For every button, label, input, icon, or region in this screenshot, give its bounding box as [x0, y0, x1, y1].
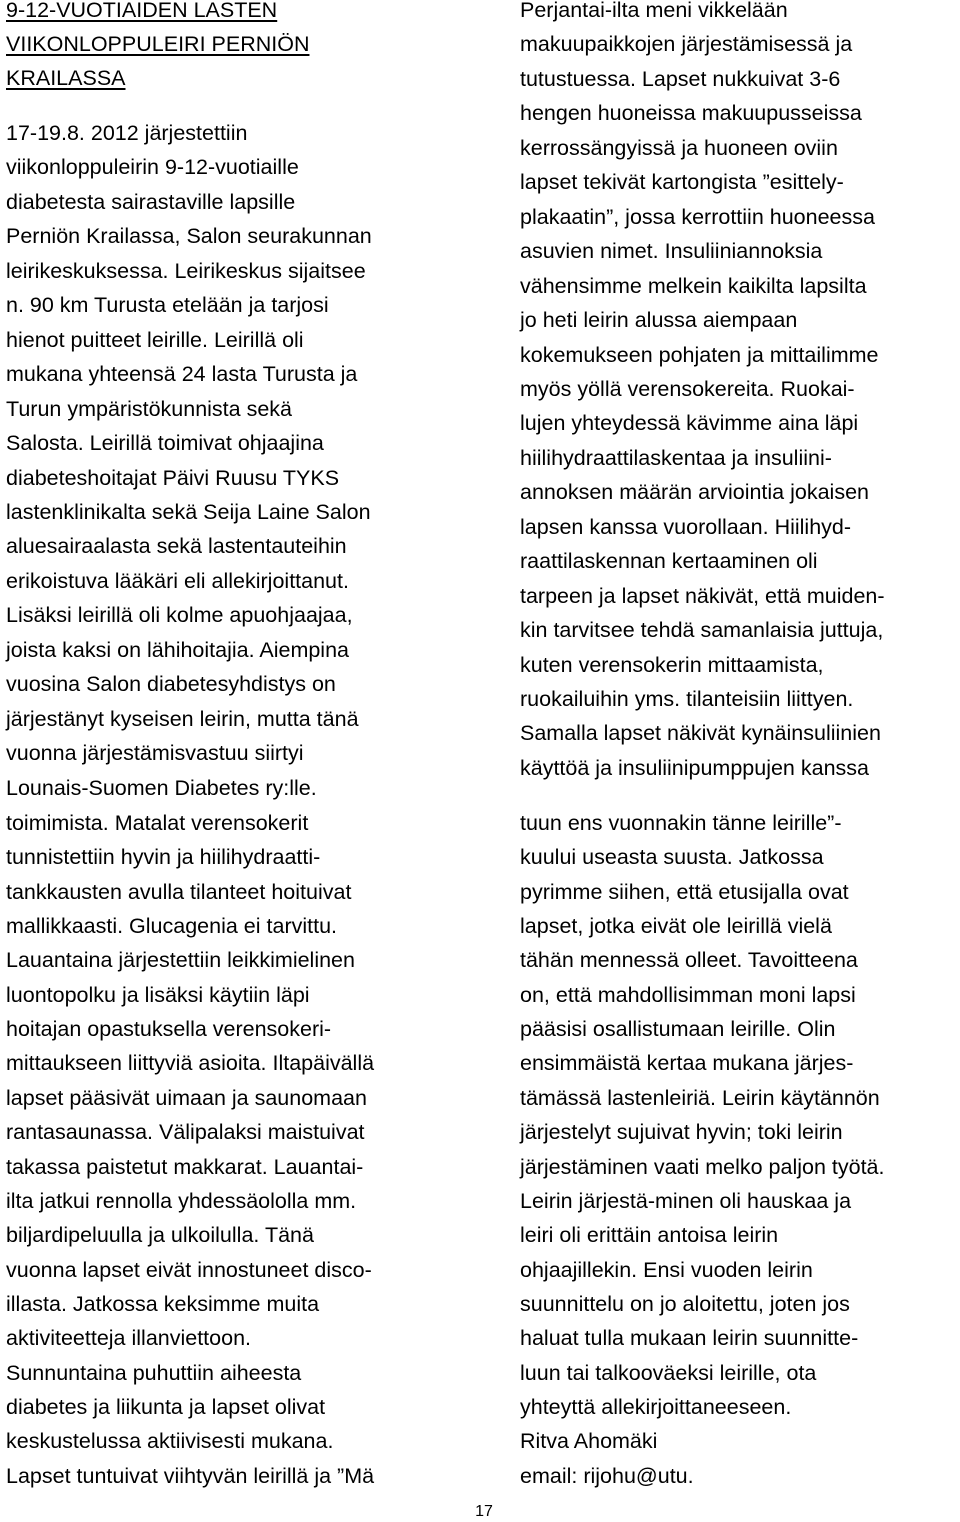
right-body-line: kin tarvitsee tehdä samanlaisia juttuja,	[520, 618, 884, 643]
title-line: 9-12-VUOTIAIDEN LASTEN	[6, 0, 278, 22]
right-body-line: tarpeen ja lapset näkivät, että muiden-	[520, 583, 885, 608]
right-body-line: suunnittelu on jo aloitettu, joten jos	[520, 1291, 850, 1316]
right-body-line: Leirin järjestä-minen oli hauskaa ja	[520, 1188, 852, 1213]
right-body-line: tuun ens vuonnakin tänne leirille”-	[520, 811, 842, 835]
body-line: mittaukseen liittyviä asioita. Iltapäivällä	[6, 1051, 375, 1076]
body-line: lastenklinikalta sekä Seija Laine Salon	[6, 499, 371, 524]
right-body-line: lapsen kanssa vuorollaan. Hiilihyd-	[520, 514, 852, 539]
right-body-line: luun tai talkooväeksi leirille, ota	[520, 1360, 817, 1385]
right-body-line: kuului useasta suusta. Jatkossa	[520, 845, 824, 870]
right-body-line: järjestelyt sujuivat hyvin; toki leirin	[520, 1120, 843, 1145]
body-line: diabetesta sairastaville lapsille	[6, 189, 296, 214]
body-line: Lapset tuntuivat viihtyvän leirillä ja ”Mä	[6, 1463, 375, 1488]
right-body-line: raattilaskennan kertaaminen oli	[520, 549, 818, 574]
body-line: 17-19.8. 2012 järjestettiin	[6, 121, 248, 145]
body-line: vuonna järjestämisvastuu siirtyi	[6, 741, 304, 766]
body-line: viikonloppuleirin 9-12-vuotiaille	[6, 155, 299, 180]
right-body-line: hiilihydraattilaskentaa ja insuliini-	[520, 445, 832, 470]
right-body-line: leiri oli erittäin antoisa leirin	[520, 1223, 779, 1248]
right-body-line: haluat tulla mukaan leirin suunnitte-	[520, 1326, 859, 1351]
body-line: toimimista. Matalat verensokerit	[6, 811, 309, 835]
body-line: Sunnuntaina puhuttiin aiheesta	[6, 1360, 302, 1385]
body-line: Salosta. Leirillä toimivat ohjaajina	[6, 431, 324, 456]
right-body-line: tämässä lastenleiriä. Leirin käytännön	[520, 1085, 880, 1110]
right-body-line: lapset, jotka eivät ole leirillä vielä	[520, 914, 832, 939]
body-line: hoitajan opastuksella verensokeri-	[6, 1017, 332, 1042]
right-body-line: jo heti leirin alussa aiempaan	[520, 308, 798, 333]
right-body-line: vähensimme melkein kaikilta lapsilta	[520, 273, 867, 298]
right-body-line: plakaatin”, jossa kerrottiin huoneessa	[520, 204, 875, 229]
body-line: Turun ympäristökunnista sekä	[6, 396, 292, 421]
body-line: tunnistettiin hyvin ja hiilihydraatti-	[6, 845, 321, 870]
right-body-line: Samalla lapset näkivät kynäinsuliinien	[520, 721, 881, 746]
body-line: Perniön Krailassa, Salon seurakunnan	[6, 224, 372, 249]
right-body-line: pyrimme siihen, että etusijalla ovat	[520, 879, 849, 904]
right-body-line: järjestäminen vaati melko paljon työtä.	[520, 1154, 885, 1179]
body-line: vuonna lapset eivät innostuneet disco-	[6, 1257, 372, 1282]
body-line: luontopolku ja lisäksi käytiin läpi	[6, 982, 310, 1007]
right-body-line: Perjantai-ilta meni vikkelään	[520, 0, 788, 22]
title-line: VIIKONLOPPULEIRI PERNIÖN	[6, 32, 310, 56]
body-line: tankkausten avulla tilanteet hoituivat	[6, 879, 352, 904]
body-line: joista kaksi on lähihoitajia. Aiempina	[6, 637, 350, 662]
body-line: erikoistuva lääkäri eli allekirjoittanut.	[6, 568, 349, 593]
body-line: takassa paistetut makkarat. Lauantai-	[6, 1154, 364, 1179]
right-body-line: käyttöä ja insuliinipumppujen kanssa	[520, 755, 869, 780]
right-body-line: lapset tekivät kartongista ”esittely-	[520, 170, 844, 195]
right-body-line: tähän mennessä olleet. Tavoitteena	[520, 948, 858, 973]
right-body-line: myös yöllä verensokereita. Ruokai-	[520, 376, 855, 401]
right-body-line: yhteyttä allekirjoittaneeseen.	[520, 1394, 792, 1419]
right-body-line: kerrossängyissä ja huoneen oviin	[520, 135, 838, 160]
body-line: n. 90 km Turusta etelään ja tarjosi	[6, 293, 329, 318]
body-line: keskustelussa aktiivisesti mukana.	[6, 1429, 334, 1454]
body-line: diabetes ja liikunta ja lapset olivat	[6, 1394, 326, 1419]
right-body-line: lujen yhteydessä kävimme aina läpi	[520, 411, 859, 436]
body-line: Lisäksi leirillä oli kolme apuohjaajaa,	[6, 603, 353, 628]
body-line: aktiviteetteja illanviettoon.	[6, 1326, 252, 1351]
right-body-line: annoksen määrän arviointia jokaisen	[520, 480, 869, 505]
body-line: diabeteshoitajat Päivi Ruusu TYKS	[6, 465, 340, 490]
right-body-line: email: rijohu@utu.	[520, 1463, 694, 1488]
title-line: KRAILASSA	[6, 66, 126, 90]
right-body-line: makuupaikkojen järjestämisessä ja	[520, 32, 853, 57]
body-line: biljardipeluulla ja ulkoilulla. Tänä	[6, 1223, 314, 1248]
body-line: lapset pääsivät uimaan ja saunomaan	[6, 1085, 367, 1110]
right-body-line: ensimmäistä kertaa mukana järjes-	[520, 1051, 854, 1076]
body-line: vuosina Salon diabetesyhdistys on	[6, 672, 336, 697]
body-line: järjestänyt kyseisen leirin, mutta tänä	[6, 706, 359, 731]
right-body-line: hengen huoneissa makuupusseissa	[520, 101, 862, 126]
right-body-line: on, että mahdollisimman moni lapsi	[520, 982, 856, 1007]
right-body-line: ruokailuihin yms. tilanteisiin liittyen.	[520, 687, 854, 711]
right-body-line: kokemukseen pohjaten ja mittailimme	[520, 342, 879, 367]
page-number: 17	[475, 1503, 493, 1520]
body-line: Lounais-Suomen Diabetes ry:lle.	[6, 775, 317, 800]
right-body-line: kuten verensokerin mittaamista,	[520, 652, 824, 677]
right-body-line: tutustuessa. Lapset nukkuivat 3-6	[520, 66, 841, 91]
right-body-line: pääsisi osallistumaan leirille. Olin	[520, 1017, 836, 1042]
body-line: aluesairaalasta sekä lastentauteihin	[6, 534, 347, 559]
body-line: illasta. Jatkossa keksimme muita	[6, 1291, 320, 1316]
body-line: mallikkaasti. Glucagenia ei tarvittu.	[6, 914, 338, 939]
body-line: mukana yhteensä 24 lasta Turusta ja	[6, 362, 358, 387]
right-body-line: asuvien nimet. Insuliiniannoksia	[520, 239, 823, 264]
body-line: leirikeskuksessa. Leirikeskus sijaitsee	[6, 258, 366, 283]
right-body-line: ohjaajillekin. Ensi vuoden leirin	[520, 1257, 813, 1282]
body-line: ilta jatkui rennolla yhdessäololla mm.	[6, 1188, 357, 1213]
body-line: hienot puitteet leirille. Leirillä oli	[6, 327, 304, 352]
right-body-line: Ritva Ahomäki	[520, 1429, 658, 1454]
body-line: rantasaunassa. Välipalaksi maistuivat	[6, 1120, 365, 1145]
body-line: Lauantaina järjestettiin leikkimielinen	[6, 948, 355, 973]
